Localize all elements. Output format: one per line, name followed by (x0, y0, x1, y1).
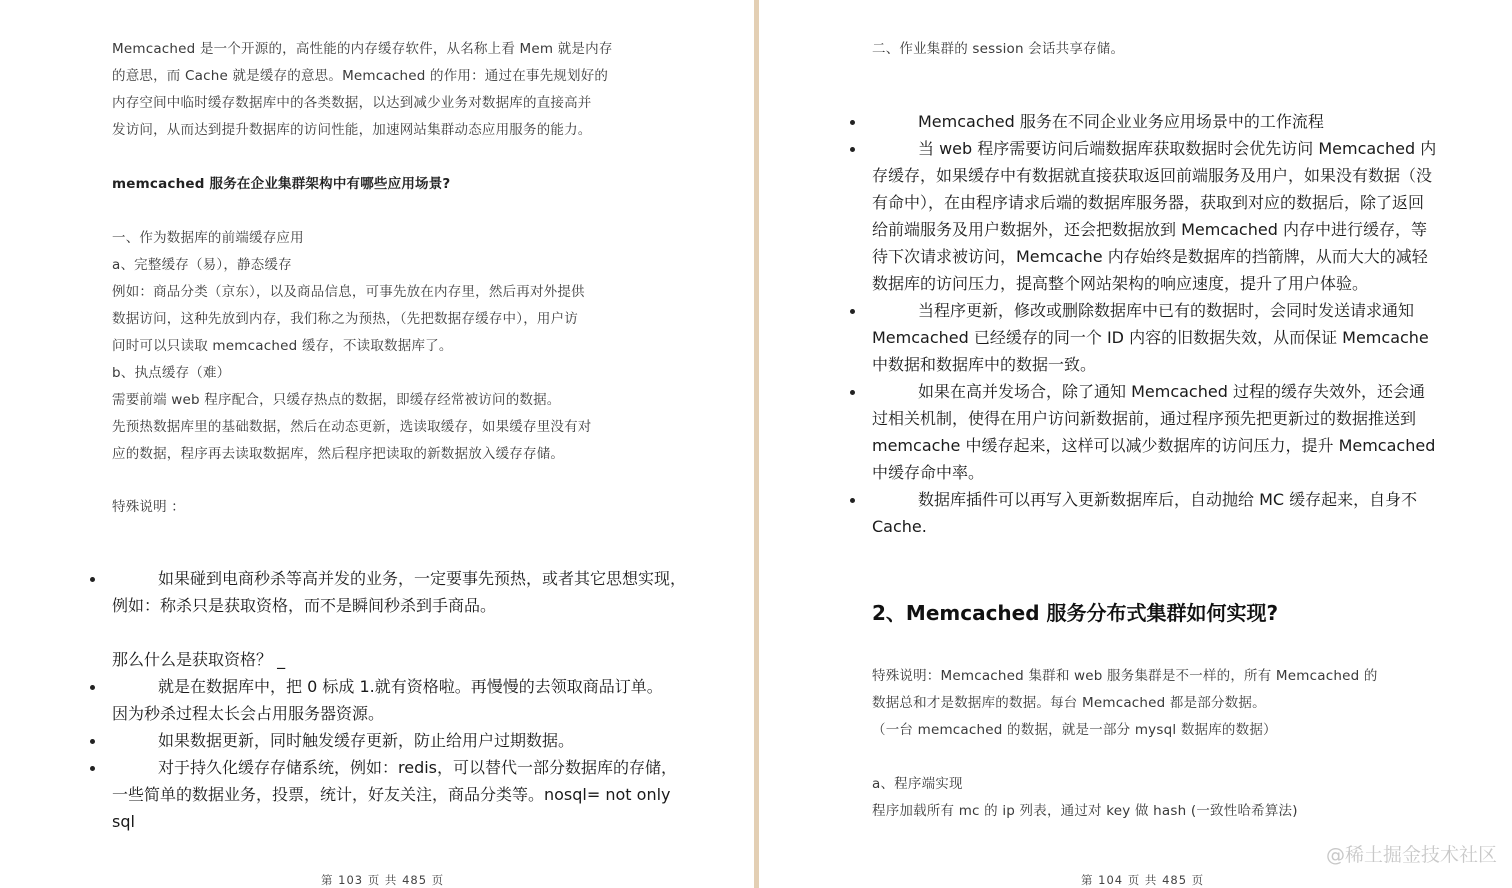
section-two-heading: 二、作业集群的 session 会话共享存储。 (872, 41, 1125, 57)
body-block (112, 225, 592, 468)
bullet-line: 过相关机制，使得在用户访问新数据前，通过程序预先把更新过的数据推送到 (872, 409, 1417, 428)
bullet-line: 当程序更新，修改或删除数据库中已有的数据时，会同时发送请求通知 (918, 301, 1415, 320)
body-line: 数据访问，这种先放到内存，我们称之为预热，（先把数据存缓存中），用户访 (112, 311, 578, 327)
subsection-item-a: a、程序端实现 (872, 776, 963, 792)
left-page (0, 0, 754, 888)
section-title: memcached 服务在企业集群架构中有哪些应用场景? (112, 176, 451, 192)
bullet-line: sql (112, 812, 135, 831)
special-note-label: 特殊说明 ： (112, 499, 185, 515)
bullet-line: 存缓存，如果缓存中有数据就直接获取返回前端服务及用户，如果没有数据（没 (872, 166, 1433, 185)
bullet-line: 因为秒杀过程太长会占用服务器资源。 (112, 704, 385, 723)
bullet-dot (90, 685, 95, 690)
body-line: 先预热数据库里的基础数据，然后在动态更新，选读取缓存，如果缓存里没有对 (112, 419, 592, 435)
note-line: （一台 memcached 的数据，就是一部分 mysql 数据库的数据） (872, 722, 1277, 738)
bullet-line: memcache 中缓存起来，这样可以减少数据库的访问压力，提升 Memcached (872, 436, 1436, 455)
bullet-line: 数据库插件可以再写入更新数据库后，自动抛给 MC 缓存起来，自身不 (918, 490, 1418, 509)
bullet-line: 对于持久化缓存存储系统，例如：redis，可以替代一部分数据库的存储， (158, 758, 678, 777)
bullet-line: 有命中），在由程序请求后端的数据库服务器，获取到对应的数据后，除了返回 (872, 193, 1425, 212)
note-line: 特殊说明：Memcached 集群和 web 服务集群是不一样的，所有 Memcached 的 (872, 668, 1378, 684)
subsection-heading: 一、作为数据库的前端缓存应用 (112, 230, 304, 246)
intro-line: 的意思，而 Cache 就是缓存的意思。Memcached 的作用：通过在事先规划好的 (112, 68, 609, 84)
bullet-dot (850, 498, 855, 503)
body-line: 问时可以只读取 memcached 缓存，不读取数据库了。 (112, 338, 453, 354)
bullet-dot (850, 390, 855, 395)
bullet-line: 数据库的访问压力，提高整个网站架构的响应速度，提升了用户体验。 (872, 274, 1369, 293)
bullet-line: 如果数据更新，同时触发缓存更新，防止给用户过期数据。 (158, 731, 575, 750)
bullet-dot (850, 147, 855, 152)
bullet-dot (850, 120, 855, 125)
question-line: 那么什么是获取资格？ _ (112, 650, 286, 669)
bullet-dot (90, 739, 95, 744)
note-line: 数据总和才是数据库的数据。每台 Memcached 都是部分数据。 (872, 695, 1266, 711)
bullet-line: 如果在高并发场合，除了通知 Memcached 过程的缓存失效外，还会通 (918, 382, 1425, 401)
watermark: @稀土掘金技术社区 (1326, 844, 1498, 866)
bullet-line: Cache. (872, 517, 927, 536)
intro-line: 内存空间中临时缓存数据库中的各类数据，以达到减少业务对数据库的直接高并 (112, 95, 592, 111)
page-number-footer: 第 104 页 共 485 页 (1081, 873, 1205, 887)
body-line: 应的数据，程序再去读取数据库，然后程序把读取的新数据放入缓存存储。 (112, 446, 565, 462)
bullet-dot (90, 577, 95, 582)
bullet-line: 一些简单的数据业务，投票，统计，好友关注，商品分类等。nosql= not only (112, 785, 671, 804)
bullet-line: 当 web 程序需要访问后端数据库获取数据时会优先访问 Memcached 内 (918, 139, 1437, 158)
bullet-line: Memcached 已经缓存的同一个 ID 内容的旧数据失效，从而保证 Memcache (872, 328, 1429, 347)
bullet-line: 就是在数据库中，把 0 标成 1.就有资格啦。再慢慢的去领取商品订单。 (158, 677, 663, 696)
bullet-line: 中数据和数据库中的数据一致。 (872, 355, 1097, 374)
subsection-item-b: b、执点缓存（难） (112, 365, 231, 381)
bullet-line: 待下次请求被访问，Memcache 内存始终是数据库的挡箭牌，从而大大的减轻 (872, 247, 1428, 266)
intro-line: Memcached 是一个开源的，高性能的内存缓存软件，从名称上看 Mem 就是内存 (112, 41, 613, 57)
body-line: 需要前端 web 程序配合，只缓存热点的数据，即缓存经常被访问的数据。 (112, 392, 561, 408)
special-note (872, 663, 1378, 744)
section-heading: 2、Memcached 服务分布式集群如何实现? (872, 601, 1279, 625)
subsection-desc: 程序加载所有 mc 的 ip 列表，通过对 key 做 hash (一致性哈希算法) (872, 803, 1298, 819)
body-line: 例如：商品分类（京东），以及商品信息，可事先放在内存里，然后再对外提供 (112, 284, 585, 300)
bullet-line: 例如：称杀只是获取资格，而不是瞬间秒杀到手商品。 (112, 596, 497, 615)
page-number-footer: 第 103 页 共 485 页 (321, 873, 445, 887)
bullet-dot (850, 309, 855, 314)
right-page (759, 0, 1512, 888)
bullet-line: Memcached 服务在不同企业业务应用场景中的工作流程 (918, 112, 1324, 131)
bullet-line: 如果碰到电商秒杀等高并发的业务，一定要事先预热，或者其它思想实现， (158, 569, 687, 588)
subsection-item-a: a、完整缓存（易），静态缓存 (112, 257, 292, 273)
intro-line: 发访问，从而达到提升数据库的访问性能，加速网站集群动态应用服务的能力。 (112, 122, 592, 138)
bullet-line: 给前端服务及用户数据外，还会把数据放到 Memcached 内存中进行缓存，等 (872, 220, 1427, 239)
intro-paragraph (112, 36, 613, 144)
bullet-dot (90, 766, 95, 771)
bullet-line: 中缓存命中率。 (872, 463, 985, 482)
